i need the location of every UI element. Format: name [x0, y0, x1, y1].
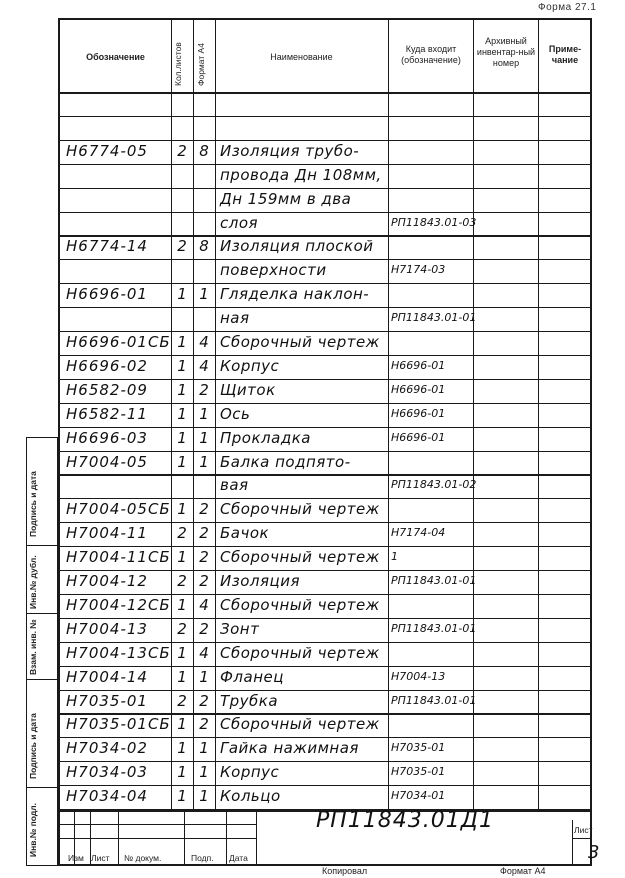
- row-qty: 1: [177, 404, 187, 423]
- row-format: 4: [199, 356, 209, 375]
- row-qty: 1: [177, 715, 187, 734]
- row-name: Ось: [220, 404, 251, 423]
- row-format: 4: [199, 333, 209, 351]
- row-rule: [60, 474, 590, 475]
- row-format: 1: [199, 428, 209, 447]
- row-qty: [172, 211, 192, 235]
- row-qty: 1: [177, 643, 187, 662]
- row-code: Н6774-14: [66, 237, 148, 256]
- row-qty: 2: [177, 524, 187, 543]
- row-qty: 1: [177, 333, 187, 351]
- row-code: Н6696-03: [66, 428, 148, 447]
- row-rule: [60, 116, 590, 117]
- row-qty: 2: [177, 237, 187, 256]
- row-format: [194, 91, 214, 115]
- row-name: Кольцо: [220, 787, 281, 806]
- footer-format: Формат А4: [500, 866, 546, 876]
- row-code: Н6696-02: [66, 356, 148, 375]
- row-format: [194, 163, 214, 187]
- row-format: 2: [199, 619, 209, 638]
- row-name: Сборочный чертеж: [220, 595, 380, 614]
- row-code: Н7004-11СБ: [66, 548, 171, 567]
- row-format: 8: [199, 237, 209, 256]
- row-qty: 2: [177, 691, 187, 710]
- row-format: 8: [199, 141, 209, 160]
- tb-sheet-label: Лист: [574, 825, 593, 835]
- row-format: 2: [199, 572, 209, 590]
- sheet-number: 3: [588, 842, 600, 863]
- row-where-used: Н7035-01: [391, 765, 446, 779]
- row-qty: [172, 91, 192, 115]
- row-where-used: РП11843.01-02: [391, 478, 477, 492]
- tb-col: [226, 810, 227, 864]
- row-where-used: Н7035-01: [391, 741, 446, 755]
- header-where-used: Куда входит (обозначение): [401, 44, 461, 65]
- row-code: Н7035-01СБ: [66, 715, 171, 734]
- row-name: поверхности: [220, 261, 327, 280]
- row-where-used: РП11843.01-01: [391, 311, 477, 325]
- row-format: [194, 211, 214, 235]
- row-format: 2: [199, 715, 209, 734]
- row-name: ная: [220, 309, 250, 328]
- row-name: Сборочный чертеж: [220, 333, 380, 351]
- row-format: 1: [199, 285, 209, 304]
- row-name: Фланец: [220, 667, 284, 686]
- row-format: 1: [199, 763, 209, 782]
- row-qty: 1: [177, 739, 187, 758]
- row-qty: 1: [177, 595, 187, 614]
- row-qty: [172, 306, 192, 330]
- row-where-used: РП11843.01-01: [391, 574, 477, 587]
- row-qty: 1: [177, 548, 187, 567]
- row-qty: 1: [177, 500, 187, 519]
- row-format: 2: [199, 548, 209, 567]
- row-name: Балка подпято-: [220, 452, 351, 471]
- header-qty-sheets: Кол.листов: [173, 42, 183, 86]
- row-code: Н7004-14: [66, 667, 148, 686]
- row-qty: 2: [177, 141, 187, 160]
- header-archive: Архивный инвентар-ный номер: [476, 36, 536, 68]
- header-note: Приме-чание: [548, 44, 582, 65]
- row-code: Н6582-11: [66, 404, 148, 423]
- row-where-used: РП11843.01-01: [391, 621, 477, 635]
- tb-doc-no: № докум.: [124, 853, 162, 863]
- bind-label-vzam-inv: Взам. инв. №: [28, 619, 38, 675]
- row-name: слоя: [220, 213, 259, 232]
- row-where-used: 1: [391, 550, 398, 564]
- row-qty: 2: [177, 619, 187, 638]
- row-format: 1: [199, 667, 209, 686]
- row-code: Н7004-13СБ: [66, 643, 171, 662]
- row-code: Н7004-12СБ: [66, 595, 171, 614]
- row-format: 4: [199, 595, 209, 614]
- binding-strip: [26, 437, 58, 866]
- row-format: 2: [199, 524, 209, 543]
- row-code: Н6696-01: [66, 285, 148, 304]
- col-line: [388, 20, 389, 810]
- row-format: [194, 258, 214, 282]
- row-qty: 2: [177, 572, 187, 590]
- bind-label-inv-dubl: Инв.№ дубл.: [28, 555, 38, 609]
- tb-data: Дата: [229, 853, 248, 863]
- row-name: Гайка нажимная: [220, 739, 359, 758]
- row-qty: [172, 258, 192, 282]
- row-format: 1: [199, 404, 209, 423]
- row-name: Щиток: [220, 380, 276, 399]
- tb-col: [184, 810, 185, 864]
- row-format: [194, 115, 214, 139]
- row-qty: [172, 187, 192, 211]
- row-name: Изоляция плоской: [220, 237, 374, 256]
- row-qty: 1: [177, 356, 187, 375]
- row-format: [194, 306, 214, 330]
- row-code: Н7034-04: [66, 787, 148, 806]
- row-code: Н7004-13: [66, 619, 148, 638]
- row-format: [194, 473, 214, 497]
- tb-col: [118, 810, 119, 864]
- row-qty: 1: [177, 667, 187, 686]
- row-name: вая: [220, 476, 249, 495]
- row-name: Сборочный чертеж: [220, 548, 380, 567]
- row-code: Н7004-11: [66, 524, 148, 543]
- row-qty: 1: [177, 763, 187, 782]
- row-format: 2: [199, 380, 209, 399]
- row-where-used: Н7004-13: [391, 669, 446, 683]
- row-format: 2: [199, 691, 209, 710]
- row-code: Н7035-01: [66, 691, 148, 710]
- row-name: Дн 159мм в два: [220, 189, 352, 208]
- header-divider: [60, 92, 590, 94]
- row-qty: 1: [177, 428, 187, 447]
- row-name: Изоляция: [220, 572, 300, 590]
- row-code: Н7004-12: [66, 572, 148, 590]
- row-where-used: Н7034-01: [391, 789, 446, 803]
- spec-sheet: [58, 18, 592, 866]
- col-line: [538, 20, 539, 810]
- row-code: Н6582-09: [66, 380, 148, 399]
- row-where-used: Н6696-01: [391, 382, 446, 396]
- row-name: Гляделка наклон-: [220, 285, 370, 304]
- row-name: Изоляция трубо-: [220, 141, 360, 160]
- row-qty: 1: [177, 452, 187, 471]
- row-qty: [172, 473, 192, 497]
- bind-label-sign-date-1: Подпись и дата: [28, 471, 38, 537]
- row-code: Н7034-03: [66, 763, 148, 782]
- bind-label-sign-date-2: Подпись и дата: [28, 713, 38, 779]
- tb-col: [256, 810, 257, 864]
- row-qty: [172, 163, 192, 187]
- tb-izm: Изм: [68, 853, 84, 863]
- row-where-used: Н6696-01: [391, 358, 446, 372]
- row-where-used: Н6696-01: [391, 406, 446, 420]
- form-label: Форма 27.1: [538, 2, 597, 13]
- row-where-used: РП11843.01-01: [391, 693, 477, 707]
- row-name: Сборочный чертеж: [220, 500, 380, 519]
- row-name: Сборочный чертеж: [220, 643, 380, 662]
- row-code: Н7004-05: [66, 452, 148, 471]
- row-where-used: Н7174-04: [391, 526, 446, 540]
- row-where-used: Н7174-03: [391, 263, 446, 277]
- row-name: Корпус: [220, 763, 280, 782]
- row-code: Н7034-02: [66, 739, 148, 758]
- col-line: [215, 20, 216, 810]
- row-qty: 1: [177, 380, 187, 399]
- row-format: 1: [199, 452, 209, 471]
- footer-copied: Копировал: [322, 866, 368, 876]
- header-designation: Обозначение: [86, 52, 145, 62]
- row-where-used: Н6696-01: [391, 430, 446, 444]
- row-code: Н7004-05СБ: [66, 500, 171, 519]
- row-rule: [60, 212, 590, 213]
- row-format: 1: [199, 739, 209, 758]
- row-name: Сборочный чертеж: [220, 715, 380, 734]
- row-name: Прокладка: [220, 428, 311, 447]
- header-name: Наименование: [270, 52, 333, 62]
- row-code: Н6696-01СБ: [66, 333, 171, 351]
- row-format: 4: [199, 643, 209, 662]
- row-format: 1: [199, 787, 209, 806]
- row-name: Зонт: [220, 619, 260, 638]
- row-qty: 1: [177, 285, 187, 304]
- sheet-cell-rule: [572, 838, 590, 839]
- row-name: провода Дн 108мм,: [220, 165, 382, 184]
- row-qty: 1: [177, 787, 187, 806]
- document-designation: РП11843.01Д1: [316, 808, 494, 833]
- tb-list: Лист: [91, 853, 110, 863]
- row-format: [194, 187, 214, 211]
- row-rule: [60, 307, 590, 308]
- header-format: Формат А4: [196, 43, 206, 86]
- bind-label-inv-podl: Инв.№ подл.: [28, 802, 38, 857]
- row-where-used: РП11843.01-03: [391, 215, 477, 229]
- row-name: Бачок: [220, 524, 270, 543]
- row-name: Трубка: [220, 691, 279, 710]
- tb-podp: Подп.: [191, 853, 214, 863]
- row-code: Н6774-05: [66, 141, 148, 160]
- row-format: 2: [199, 500, 209, 519]
- row-qty: [172, 115, 192, 139]
- row-name: Корпус: [220, 356, 280, 375]
